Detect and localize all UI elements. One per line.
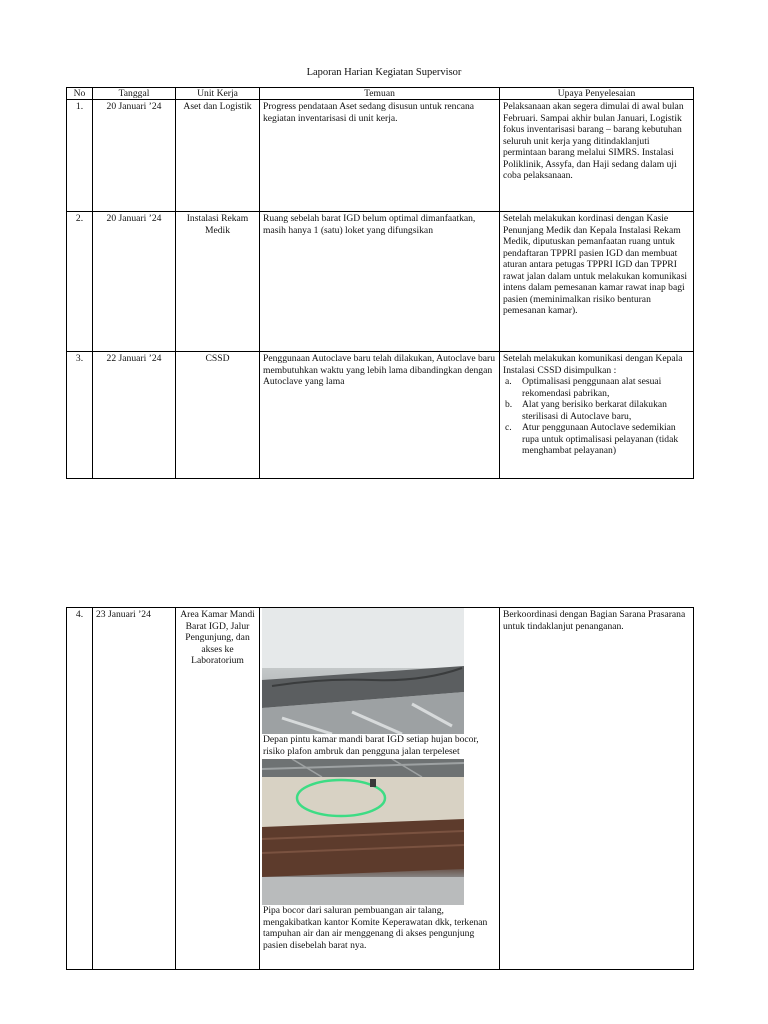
row-tanggal: 23 Januari ’24 bbox=[93, 608, 176, 970]
leaking-pipe-photo bbox=[262, 759, 464, 905]
upaya-intro: Setelah melakukan komunikasi dengan Kepala Instalasi CSSD disimpulkan : bbox=[503, 353, 683, 376]
photo-caption-1: Depan pintu kamar mandi barat IGD setiap hujan bocor, risiko plafon ambruk dan pengguna jalan terpeleset bbox=[263, 734, 479, 757]
row-no: 2. bbox=[67, 212, 93, 352]
list-marker: c. bbox=[505, 422, 512, 433]
row-tanggal: 22 Januari ’24 bbox=[93, 352, 176, 479]
row-temuan: Penggunaan Autoclave baru telah dilakukan, Autoclave baru membutuhkan waktu yang lebih lama dibandingkan dengan Autoclave yang lama bbox=[260, 352, 500, 479]
row-tanggal: 20 Januari ’24 bbox=[93, 100, 176, 212]
row-unit: Area Kamar Mandi Barat IGD, Jalur Pengunjung, dan akses ke Laboratorium bbox=[176, 608, 260, 970]
row-unit: Aset dan Logistik bbox=[176, 100, 260, 212]
row-temuan bbox=[260, 608, 500, 970]
header-upaya: Upaya Penyelesaian bbox=[500, 88, 694, 100]
list-item-text: Alat yang berisiko berkarat dilakukan sterilisasi di Autoclave baru, bbox=[522, 399, 667, 422]
row-no: 4. bbox=[67, 608, 93, 970]
list-marker: a. bbox=[505, 376, 512, 387]
row-upaya: Setelah melakukan kordinasi dengan Kasie Penunjang Medik dan Kepala Instalasi Rekam Medik, diputuskan pemanfaatan ruang untuk pendaftaran TPPRI pasien IGD dan membuat aturan antara petugas TPPRI IGD dan TPPRI rawat jalan dalam untuk melakukan komunikasi intens dalam pemesanan kamar rawat inap bagi pasien (meminimalkan risiko benturan pemesanan kamar). bbox=[500, 212, 694, 352]
row-tanggal: 20 Januari ’24 bbox=[93, 212, 176, 352]
row-upaya bbox=[500, 352, 694, 479]
header-tanggal: Tanggal bbox=[93, 88, 176, 100]
report-table bbox=[66, 87, 694, 479]
ceiling-leak-photo bbox=[262, 608, 464, 734]
table-row bbox=[67, 352, 694, 479]
row-unit: Instalasi Rekam Medik bbox=[176, 212, 260, 352]
table-row bbox=[67, 100, 694, 212]
table-header-row bbox=[67, 88, 694, 100]
row-temuan: Progress pendataan Aset sedang disusun untuk rencana kegiatan inventarisasi di unit kerja. bbox=[260, 100, 500, 212]
report-table-continued bbox=[66, 607, 694, 970]
list-item bbox=[503, 422, 690, 457]
header-unit-kerja: Unit Kerja bbox=[176, 88, 260, 100]
table-row bbox=[67, 608, 694, 970]
header-no: No bbox=[67, 88, 93, 100]
table-row bbox=[67, 212, 694, 352]
list-item bbox=[503, 399, 690, 422]
row-temuan: Ruang sebelah barat IGD belum optimal dimanfaatkan, masih hanya 1 (satu) loket yang difungsikan bbox=[260, 212, 500, 352]
list-marker: b. bbox=[505, 399, 513, 410]
photo-caption-2: Pipa bocor dari saluran pembuangan air talang, mengakibatkan kantor Komite Keperawatan dkk, terkenan tampuhan air dan air menggenang di akses pengunjung pasien disebelah barat nya. bbox=[263, 905, 488, 951]
upaya-list bbox=[503, 376, 690, 457]
list-item-text: Atur penggunaan Autoclave sedemikian rupa untuk optimalisasi pelayanan (tidak menghambat pelayanan) bbox=[522, 422, 679, 456]
list-item-text: Optimalisasi penggunaan alat sesuai rekomendasi pabrikan, bbox=[522, 376, 662, 399]
list-item bbox=[503, 376, 690, 399]
header-temuan: Temuan bbox=[260, 88, 500, 100]
document-title: Laporan Harian Kegiatan Supervisor bbox=[306, 67, 462, 78]
row-upaya: Pelaksanaan akan segera dimulai di awal bulan Februari. Sampai akhir bulan Januari, Logistik fokus inventarisasi barang – barang kebutuhan seluruh unit kerja yang ditindaklanjuti permintaan barang melalui SIMRS. Instalasi Poliklinik, Assyfa, dan Haji sedang dalam uji coba pelaksanaan. bbox=[500, 100, 694, 212]
row-unit: CSSD bbox=[176, 352, 260, 479]
row-no: 1. bbox=[67, 100, 93, 212]
row-upaya: Berkoordinasi dengan Bagian Sarana Prasarana untuk tindaklanjut penanganan. bbox=[500, 608, 694, 970]
row-no: 3. bbox=[67, 352, 93, 479]
